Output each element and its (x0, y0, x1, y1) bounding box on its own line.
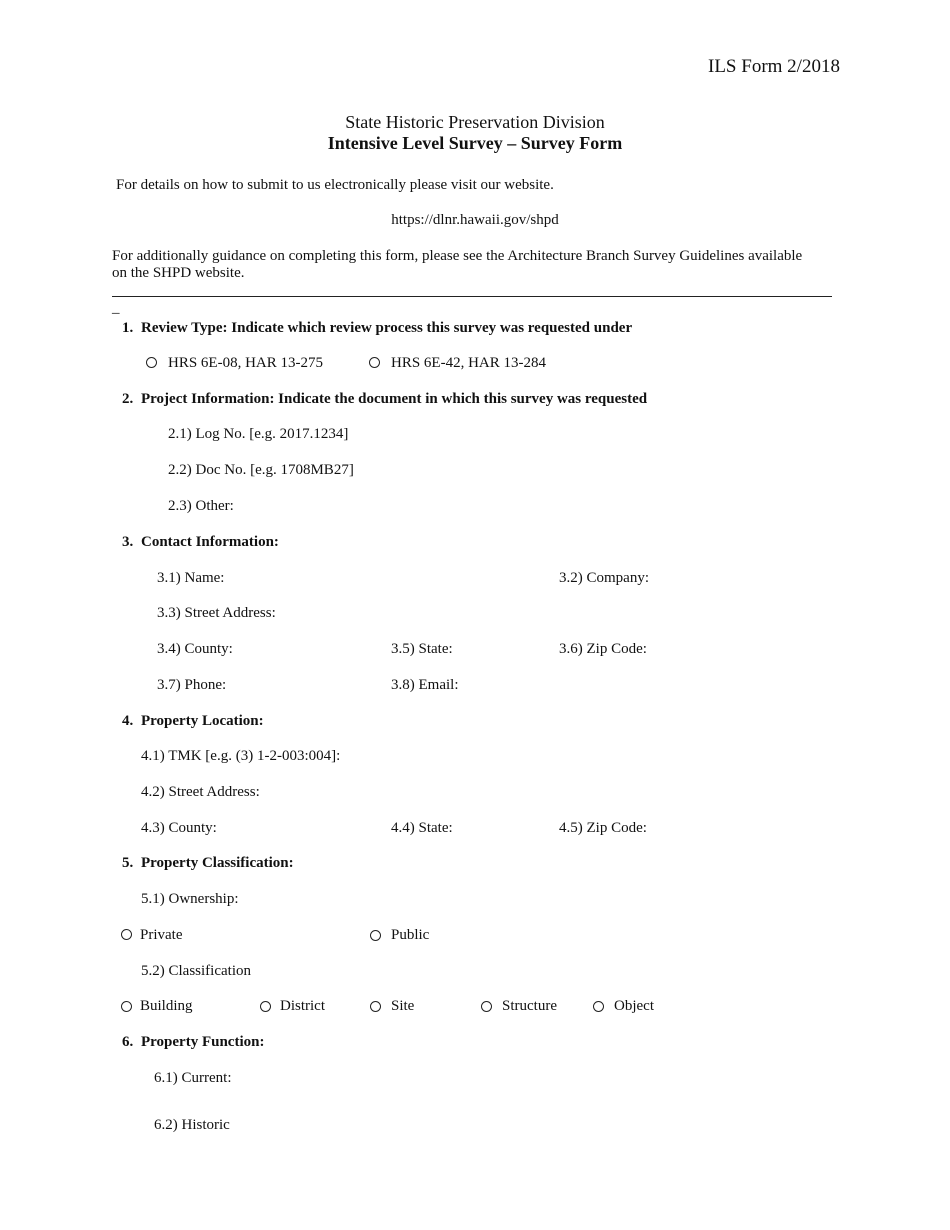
option-class-building: Building (140, 998, 193, 1014)
stray-mark: _ (112, 300, 120, 316)
section4-title: Property Location: (141, 713, 264, 729)
section1-title: Review Type: Indicate which review process this survey was requested under (141, 320, 633, 336)
section3-number: 3. (122, 534, 134, 550)
section5-title: Property Classification: (141, 855, 294, 871)
property-zip-label: 4.5) Zip Code: (559, 820, 647, 836)
details-text: For details on how to submit to us electronically please visit our website. (116, 177, 554, 193)
radio-class-structure[interactable] (481, 1001, 492, 1012)
option-class-structure: Structure (502, 998, 557, 1014)
property-county-label: 4.3) County: (141, 820, 217, 836)
agency-name: State Historic Preservation Division (345, 112, 605, 132)
property-state-label: 4.4) State: (391, 820, 453, 836)
section6-number: 6. (122, 1034, 134, 1050)
contact-zip-label: 3.6) Zip Code: (559, 641, 647, 657)
section2-number: 2. (122, 391, 134, 407)
section5-number: 5. (122, 855, 134, 871)
section3-title: Contact Information: (141, 534, 279, 550)
divider (112, 296, 832, 297)
option-ownership-public: Public (391, 927, 430, 943)
radio-review-6e42[interactable] (369, 357, 380, 368)
contact-company-label: 3.2) Company: (559, 570, 649, 586)
log-no-label: 2.1) Log No. [e.g. 2017.1234] (168, 426, 349, 442)
option-ownership-private: Private (140, 927, 183, 943)
section4-number: 4. (122, 713, 134, 729)
guidance-text-line1: For additionally guidance on completing this form, please see the Architecture Branch Survey Guidelines available (112, 248, 803, 264)
contact-county-label: 3.4) County: (157, 641, 233, 657)
radio-ownership-public[interactable] (370, 930, 381, 941)
section1-number: 1. (122, 320, 134, 336)
guidance-text-line2: on the SHPD website. (112, 265, 245, 281)
option-class-object: Object (614, 998, 654, 1014)
contact-email-label: 3.8) Email: (391, 677, 459, 693)
function-historic-label: 6.2) Historic (154, 1117, 230, 1133)
section6-title: Property Function: (141, 1034, 265, 1050)
option-class-district: District (280, 998, 325, 1014)
property-street-label: 4.2) Street Address: (141, 784, 260, 800)
contact-name-label: 3.1) Name: (157, 570, 225, 586)
contact-street-label: 3.3) Street Address: (157, 605, 276, 621)
contact-phone-label: 3.7) Phone: (157, 677, 227, 693)
option-review-6e42: HRS 6E-42, HAR 13-284 (391, 355, 547, 371)
website-link[interactable]: https://dlnr.hawaii.gov/shpd (391, 212, 559, 228)
function-current-label: 6.1) Current: (154, 1070, 232, 1086)
radio-review-6e08[interactable] (146, 357, 157, 368)
ownership-label: 5.1) Ownership: (141, 891, 239, 907)
radio-class-site[interactable] (370, 1001, 381, 1012)
option-review-6e08: HRS 6E-08, HAR 13-275 (168, 355, 324, 371)
classification-label: 5.2) Classification (141, 963, 251, 979)
radio-class-object[interactable] (593, 1001, 604, 1012)
doc-no-label: 2.2) Doc No. [e.g. 1708MB27] (168, 462, 354, 478)
other-label: 2.3) Other: (168, 498, 234, 514)
option-class-site: Site (391, 998, 415, 1014)
radio-class-district[interactable] (260, 1001, 271, 1012)
tmk-label: 4.1) TMK [e.g. (3) 1-2-003:004]: (141, 748, 341, 764)
section2-title: Project Information: Indicate the document in which this survey was requested (141, 391, 648, 407)
form-id: ILS Form 2/2018 (708, 56, 840, 77)
radio-ownership-private[interactable] (121, 929, 132, 940)
contact-state-label: 3.5) State: (391, 641, 453, 657)
radio-class-building[interactable] (121, 1001, 132, 1012)
page-title: Intensive Level Survey – Survey Form (327, 133, 623, 153)
